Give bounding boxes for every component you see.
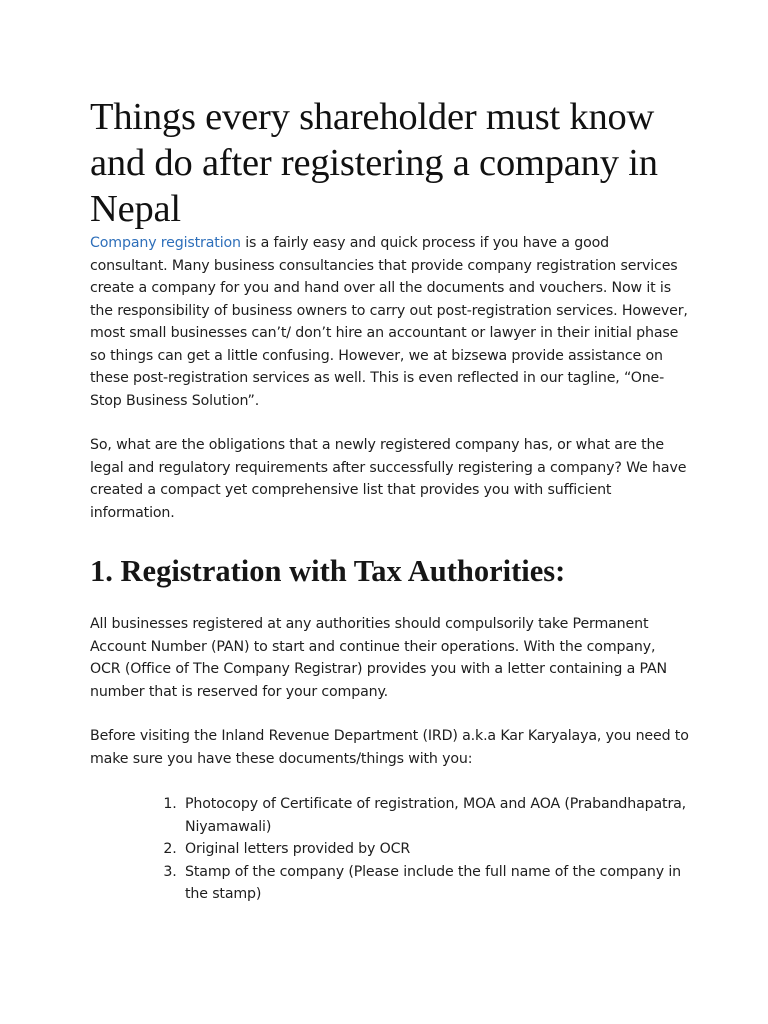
list-item: 3. Stamp of the company (Please include the full name of the company in the stamp) (181, 861, 691, 906)
company-registration-link[interactable]: Company registration (90, 235, 241, 251)
pan-paragraph: All businesses registered at any authorities should compulsorily take Permanent Account Number (PAN) to start and continue their operations. With the company, OCR (Office of The Company Registrar) provides you with a letter containing a PAN number that is reserved for your company. (90, 616, 668, 700)
intro-paragraph-text: is a fairly easy and quick process if you have a good consultant. Many business consultancies that provide company registration services create a company for you and hand over all the documents and vouchers. Now it is the responsibility of business owners to carry out post-registration services. However, most small businesses can’t/ don’t hire an accountant or lawyer in their initial phase so things can get a little confusing. However, we at bizsewa provide assistance on these post-registration services as well. This is even reflected in our tagline, “One-Stop Business Solution”. (90, 235, 688, 409)
list-item: 1. Photocopy of Certificate of registration, MOA and AOA (Prabandhapatra, Niyamawali) (181, 793, 691, 838)
list-item: 2. Original letters provided by OCR (181, 838, 691, 861)
document-page (90, 94, 690, 906)
section-heading-tax-registration: 1. Registration with Tax Authorities: (90, 554, 566, 588)
intro-paragraph (90, 232, 690, 412)
required-documents-list (90, 793, 691, 906)
document-title: Things every shareholder must know and do after registering a company in Nepal (90, 96, 658, 230)
obligations-paragraph: So, what are the obligations that a newly registered company has, or what are the legal and regulatory requirements after successfully registering a company? We have created a compact yet comprehensive list that provides you with sufficient information. (90, 437, 687, 521)
ird-visit-paragraph: Before visiting the Inland Revenue Department (IRD) a.k.a Kar Karyalaya, you need to make sure you have these documents/things with you: (90, 728, 689, 767)
